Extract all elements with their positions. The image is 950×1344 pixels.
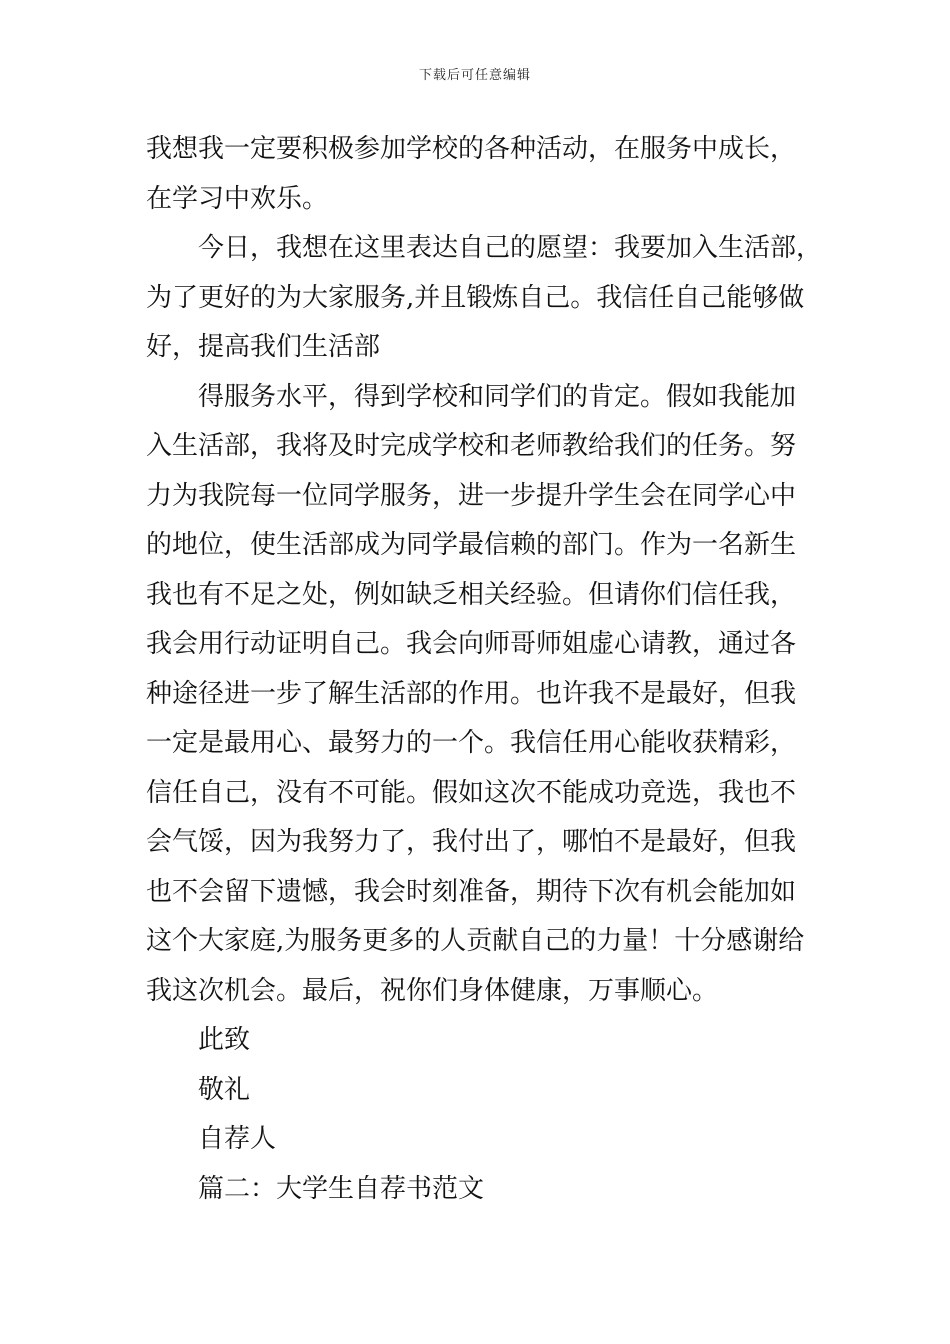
text-line: 我也有不足之处，例如缺乏相关经验。但请你们信任我， [146,579,797,610]
text-line: 入生活部，我将及时完成学校和老师教给我们的任务。努 [146,431,797,461]
text-line: 也不会留下遗憾，我会时刻准备，期待下次有机会能加如 [146,876,797,907]
text-line: 在学习中欢乐。 [146,183,329,214]
text-line: 种途径进一步了解生活部的作用。也许我不是最好，但我 [146,678,797,709]
section-heading: 篇二：大学生自荐书范文 [198,1173,485,1204]
signature-label: 自荐人 [198,1124,277,1154]
text-line: 好，提高我们生活部 [146,332,381,362]
page-header: 下载后可任意编辑 [418,68,531,83]
text-line: 我会用行动证明自己。我会向师哥师姐虚心请教，通过各 [146,629,797,659]
text-line: 的地位，使生活部成为同学最信赖的部门。作为一名新生 [146,530,797,560]
text-line: 会气馁，因为我努力了，我付出了，哪怕不是最好，但我 [146,827,797,857]
text-line: 我想我一定要积极参加学校的各种活动，在服务中成长， [146,134,797,164]
closing-salutation: 此致 [198,1025,251,1055]
text-line: 为了更好的为大家服务,并且锻炼自己。我信任自己能够做 [146,282,805,313]
text-line: 力为我院每一位同学服务，进一步提升学生会在同学心中 [146,480,797,511]
text-line: 我这次机会。最后，祝你们身体健康，万事顺心。 [146,975,719,1006]
text-line: 信任自己，没有不可能。假如这次不能成功竞选，我也不 [146,777,797,808]
text-line: 一定是最用心、最努力的一个。我信任用心能收获精彩， [146,728,797,758]
closing-regards: 敬礼 [198,1074,251,1105]
document-body [146,125,836,1214]
text-line: 这个大家庭,为服务更多的人贡献自己的力量！十分感谢给 [146,926,805,956]
text-line: 今日，我想在这里表达自己的愿望：我要加入生活部， [198,233,823,263]
text-line: 得服务水平，得到学校和同学们的肯定。假如我能加 [198,381,797,412]
